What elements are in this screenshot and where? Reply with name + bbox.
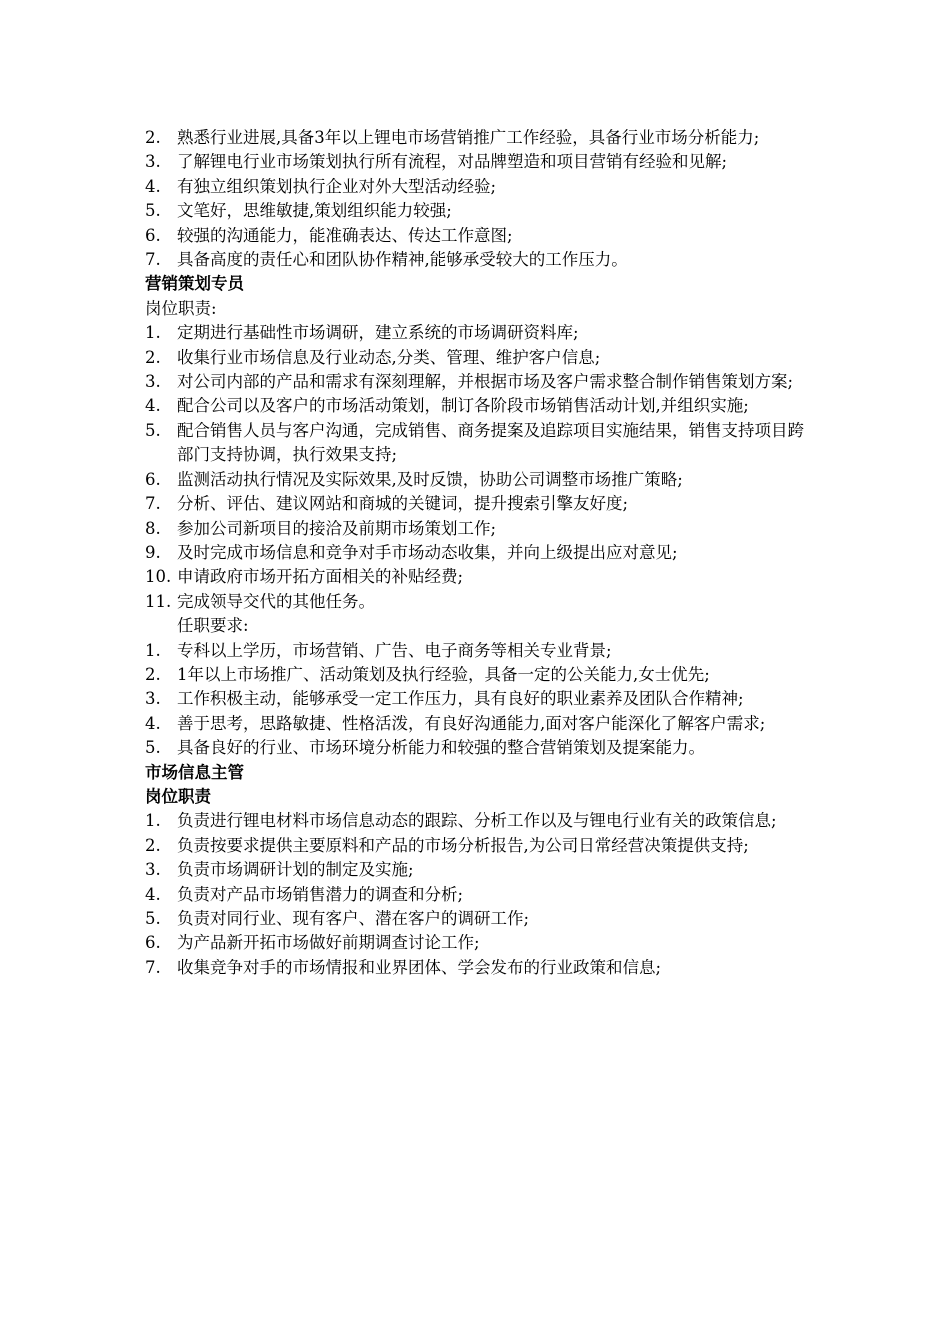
list-number: 4. bbox=[145, 884, 161, 904]
duties-label: 岗位职责 bbox=[145, 786, 211, 806]
list-number: 2. bbox=[145, 664, 161, 684]
list-number: 9. bbox=[145, 542, 161, 562]
list-text: 熟悉行业进展,具备3年以上锂电市场营销推广工作经验，具备行业市场分析能力; bbox=[177, 128, 760, 147]
list-number: 3. bbox=[145, 689, 161, 709]
list-item bbox=[145, 663, 815, 687]
list-item bbox=[145, 590, 815, 614]
list-item bbox=[145, 199, 815, 223]
list-text: 完成领导交代的其他任务。 bbox=[177, 591, 375, 611]
list-number: 7. bbox=[145, 250, 161, 270]
list-text: 分析、评估、建议网站和商城的关键词，提升搜索引擎友好度; bbox=[177, 494, 629, 514]
list-item bbox=[145, 736, 815, 760]
section-title: 市场信息主管 bbox=[145, 762, 244, 782]
list-item bbox=[145, 907, 815, 931]
list-item bbox=[145, 468, 815, 492]
list-text: 善于思考，思路敏捷、性格活泼，有良好沟通能力,面对客户能深化了解客户需求; bbox=[177, 713, 766, 733]
list-item bbox=[145, 492, 815, 516]
list-number: 4. bbox=[145, 176, 161, 196]
list-text: 及时完成市场信息和竞争对手市场动态收集，并向上级提出应对意见; bbox=[177, 542, 678, 562]
list-text: 具备良好的行业、市场环境分析能力和较强的整合营销策划及提案能力。 bbox=[177, 738, 705, 758]
list-text: 负责对同行业、现有客户、潜在客户的调研工作; bbox=[177, 909, 530, 928]
list-item bbox=[145, 517, 815, 541]
list-item bbox=[145, 712, 815, 736]
list-text: 负责市场调研计划的制定及实施; bbox=[177, 860, 414, 880]
list-number: 8. bbox=[145, 518, 161, 538]
list-text: 1年以上市场推广、活动策划及执行经验，具备一定的公关能力,女士优先; bbox=[177, 664, 710, 684]
list-number: 6. bbox=[145, 933, 161, 953]
list-number: 2. bbox=[145, 128, 161, 147]
list-text: 收集竞争对手的市场情报和业界团体、学会发布的行业政策和信息; bbox=[177, 957, 662, 977]
list-item bbox=[145, 639, 815, 663]
list-number: 1. bbox=[145, 640, 161, 660]
duties-label: 岗位职责: bbox=[145, 298, 217, 318]
list-number: 5. bbox=[145, 909, 161, 928]
list-item bbox=[145, 175, 815, 199]
list-number: 10. bbox=[145, 567, 172, 587]
list-item bbox=[145, 687, 815, 711]
list-text: 较强的沟通能力，能准确表达、传达工作意图; bbox=[177, 225, 513, 245]
list-item bbox=[145, 224, 815, 248]
list-text: 参加公司新项目的接洽及前期市场策划工作; bbox=[177, 518, 497, 538]
list-item bbox=[145, 956, 815, 980]
list-text: 定期进行基础性市场调研，建立系统的市场调研资料库; bbox=[177, 323, 579, 343]
list-item bbox=[145, 248, 815, 272]
list-text: 有独立组织策划执行企业对外大型活动经验; bbox=[177, 176, 497, 196]
list-text: 了解锂电行业市场策划执行所有流程，对品牌塑造和项目营销有经验和见解; bbox=[177, 152, 728, 172]
list-number: 5. bbox=[145, 738, 161, 758]
list-number: 2. bbox=[145, 835, 161, 855]
list-item bbox=[145, 858, 815, 882]
list-item bbox=[145, 834, 815, 858]
list-number: 3. bbox=[145, 372, 161, 392]
list-item bbox=[145, 419, 815, 468]
list-text: 监测活动执行情况及实际效果,及时反馈，协助公司调整市场推广策略; bbox=[177, 469, 683, 489]
list-item bbox=[145, 541, 815, 565]
list-number: 1. bbox=[145, 323, 161, 343]
list-number: 6. bbox=[145, 225, 161, 245]
list-item bbox=[145, 565, 815, 589]
list-item bbox=[145, 346, 815, 370]
list-text: 负责对产品市场销售潜力的调查和分析; bbox=[177, 884, 464, 904]
list-text: 申请政府市场开拓方面相关的补贴经费; bbox=[177, 567, 464, 587]
section-title: 营销策划专员 bbox=[145, 274, 244, 294]
list-number: 7. bbox=[145, 957, 161, 977]
list-number: 2. bbox=[145, 347, 161, 367]
list-number: 4. bbox=[145, 713, 161, 733]
list-text: 对公司内部的产品和需求有深刻理解，并根据市场及客户需求整合制作销售策划方案; bbox=[177, 372, 794, 392]
list-number: 7. bbox=[145, 494, 161, 514]
list-text: 配合公司以及客户的市场活动策划，制订各阶段市场销售活动计划,并组织实施; bbox=[177, 396, 749, 416]
list-text: 为产品新开拓市场做好前期调查讨论工作; bbox=[177, 933, 480, 953]
list-item bbox=[145, 150, 815, 174]
list-text: 配合销售人员与客户沟通，完成销售、商务提案及追踪项目实施结果，销售支持项目跨部门支持协调，执行效果支持; bbox=[177, 420, 804, 465]
list-item bbox=[145, 883, 815, 907]
list-text: 工作积极主动，能够承受一定工作压力，具有良好的职业素养及团队合作精神; bbox=[177, 689, 744, 709]
list-number: 4. bbox=[145, 396, 161, 416]
list-number: 5. bbox=[145, 201, 161, 221]
list-item bbox=[145, 370, 815, 394]
list-item bbox=[145, 126, 815, 150]
list-item bbox=[145, 321, 815, 345]
list-item bbox=[145, 394, 815, 418]
list-item bbox=[145, 809, 815, 833]
list-text: 专科以上学历，市场营销、广告、电子商务等相关专业背景; bbox=[177, 640, 612, 660]
list-text: 负责进行锂电材料市场信息动态的跟踪、分析工作以及与锂电行业有关的政策信息; bbox=[177, 811, 777, 831]
list-number: 5. bbox=[145, 420, 161, 440]
list-number: 3. bbox=[145, 860, 161, 880]
document-page bbox=[145, 126, 815, 980]
list-text: 具备高度的责任心和团队协作精神,能够承受较大的工作压力。 bbox=[177, 250, 628, 270]
requirements-label: 任职要求: bbox=[177, 616, 249, 636]
list-number: 11. bbox=[145, 591, 172, 611]
list-text: 文笔好，思维敏捷,策划组织能力较强; bbox=[177, 201, 452, 221]
list-number: 6. bbox=[145, 469, 161, 489]
list-number: 3. bbox=[145, 152, 161, 172]
list-text: 负责按要求提供主要原料和产品的市场分析报告,为公司日常经营决策提供支持; bbox=[177, 835, 749, 855]
list-number: 1. bbox=[145, 811, 161, 831]
list-item bbox=[145, 931, 815, 955]
list-text: 收集行业市场信息及行业动态,分类、管理、维护客户信息; bbox=[177, 347, 601, 367]
